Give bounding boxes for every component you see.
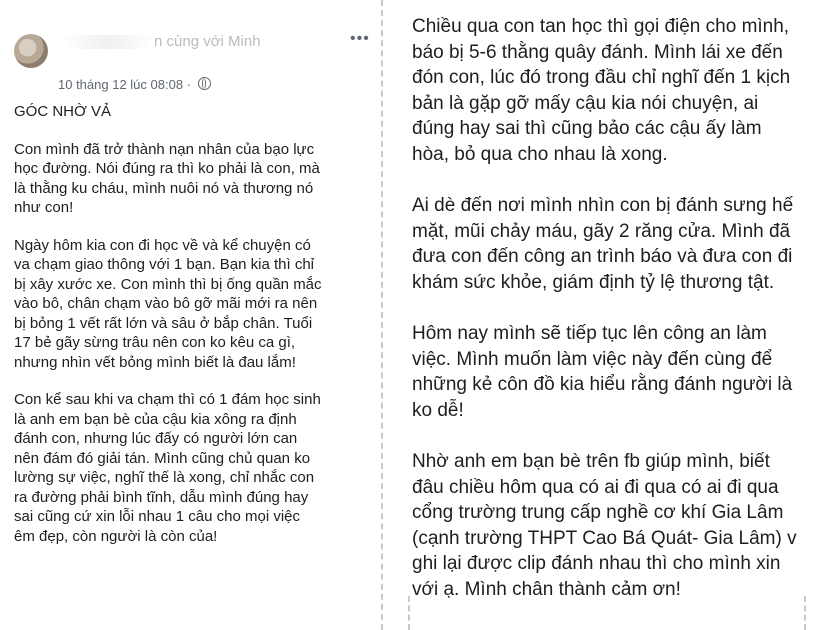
left-paragraphs	[14, 140, 376, 547]
text-line: Hôm nay mình sẽ tiếp tục lên công an làm	[412, 323, 767, 344]
text-line: bị bỏng 1 vết rất lớn và sâu ở bắp chân. Tuổi	[14, 314, 313, 332]
post-paragraph	[412, 449, 828, 602]
post-paragraph	[412, 14, 828, 167]
text-line: ra đường phải bình tĩnh, dẫu mình đúng hay	[14, 488, 309, 506]
text-line: đánh con, nhưng lúc đấy có người lớn can	[14, 430, 298, 447]
text-line: 17 bẻ gãy sừng trâu nên con ko kêu ca gì,	[14, 334, 296, 351]
text-line: nên đám đó giải tán. Mình cũng chủ quan ko	[14, 449, 311, 467]
divider-bottom-left	[408, 596, 410, 630]
avatar[interactable]	[14, 34, 48, 68]
globe-icon[interactable]	[198, 77, 211, 90]
text-line: việc. Mình muốn làm việc này đến cùng để	[412, 348, 773, 370]
more-options-icon[interactable]: •••	[350, 30, 370, 47]
divider-bottom-right	[804, 596, 806, 630]
text-line: khám sức khỏe, giám định tỷ lệ thương tật.	[412, 271, 775, 293]
text-line: va chạm giao thông với 1 bạn. Bạn kia thì chỉ	[14, 256, 315, 273]
text-line: những kẻ côn đồ kia hiểu rằng đánh người là	[412, 374, 793, 395]
text-line: Con kể sau khi va chạm thì có 1 đám học sinh	[14, 391, 321, 408]
text-line: là thằng ku cháu, mình nuôi nó và thương nó	[14, 179, 314, 197]
author-name-redacted	[62, 35, 154, 49]
text-line: báo bị 5-6 thằng quây đánh. Mình lái xe đến	[412, 41, 783, 63]
text-line: Ai dè đến nơi mình nhìn con bị đánh sưng hế	[412, 195, 794, 216]
divider	[381, 0, 383, 630]
text-line: cổng trường trung cấp nghề cơ khí Gia Lâm	[412, 502, 784, 523]
text-line: bị xây xước xe. Con mình thì bị ống quần mắc	[14, 275, 322, 293]
post-header	[0, 0, 380, 92]
post-paragraph	[412, 193, 828, 295]
text-line: êm đẹp, còn người là còn của!	[14, 527, 218, 545]
text-line: học đường. Nói đúng ra thì ko phải là con, mà	[14, 160, 320, 177]
text-line: vào bô, chân chạm vào bô gỡ mãi mới ra nên	[14, 295, 318, 312]
text-line: mặt, mũi chảy máu, gãy 2 răng cửa. Mình đã	[412, 220, 791, 242]
post-title: GÓC NHỜ VẢ	[14, 103, 112, 120]
post-meta	[58, 77, 211, 92]
text-line: đón con, lúc đó trong đầu chỉ nghĩ đến 1 kịch	[412, 67, 791, 88]
text-line: (cạnh trường THPT Cao Bá Quát- Gia Lâm) v	[412, 527, 797, 549]
text-line: lường sự việc, nghĩ thế là xong, chỉ nhắc con	[14, 469, 315, 486]
text-line: là anh em bạn bè của cậu kia xông ra định	[14, 410, 297, 428]
text-line: như con!	[14, 199, 74, 216]
text-line: đưa con đến công an trình báo và đưa con đi	[412, 246, 793, 267]
text-line: ghi lại được clip đánh nhau thì cho mình xin	[412, 553, 781, 574]
post-paragraph	[14, 140, 376, 218]
text-line: hòa, bỏ qua cho nhau là xong.	[412, 143, 668, 165]
text-line: đúng hay sai thì cũng bảo các cậu ấy làm	[412, 118, 762, 139]
author-line[interactable]	[62, 33, 261, 50]
text-line: ko dễ!	[412, 399, 464, 421]
text-line: bản là gặp gỡ mấy cậu kia nói chuyện, ai	[412, 92, 759, 114]
text-line: Chiều qua con tan học thì gọi điện cho mình,	[412, 16, 790, 37]
post-timestamp[interactable]: 10 tháng 12 lúc 08:08 ·	[58, 77, 191, 92]
text-line: Ngày hôm kia con đi học về và kể chuyện có	[14, 236, 311, 254]
post-paragraph	[412, 321, 828, 423]
right-paragraphs	[412, 14, 828, 602]
text-line: nhưng nhìn vết bỏng mình biết là đau lắm!	[14, 353, 296, 371]
text-line: Con mình đã trở thành nạn nhân của bạo lực	[14, 140, 315, 158]
post-body-right	[412, 14, 828, 628]
post-paragraph	[14, 236, 376, 373]
text-line: Nhờ anh em bạn bè trên fb giúp mình, biết	[412, 451, 770, 472]
text-line: sai cũng cứ xin lỗi nhau 1 câu cho mọi việc	[14, 508, 301, 525]
post-paragraph	[14, 390, 376, 546]
post-body-left	[14, 102, 376, 564]
author-tagged-text: n cùng với Minh	[154, 33, 261, 50]
post-left-panel	[0, 0, 380, 630]
text-line: đâu chiều hôm qua có ai đi qua có ai đi qua	[412, 476, 779, 498]
text-line: với ạ. Mình chân thành cảm ơn!	[412, 578, 681, 600]
